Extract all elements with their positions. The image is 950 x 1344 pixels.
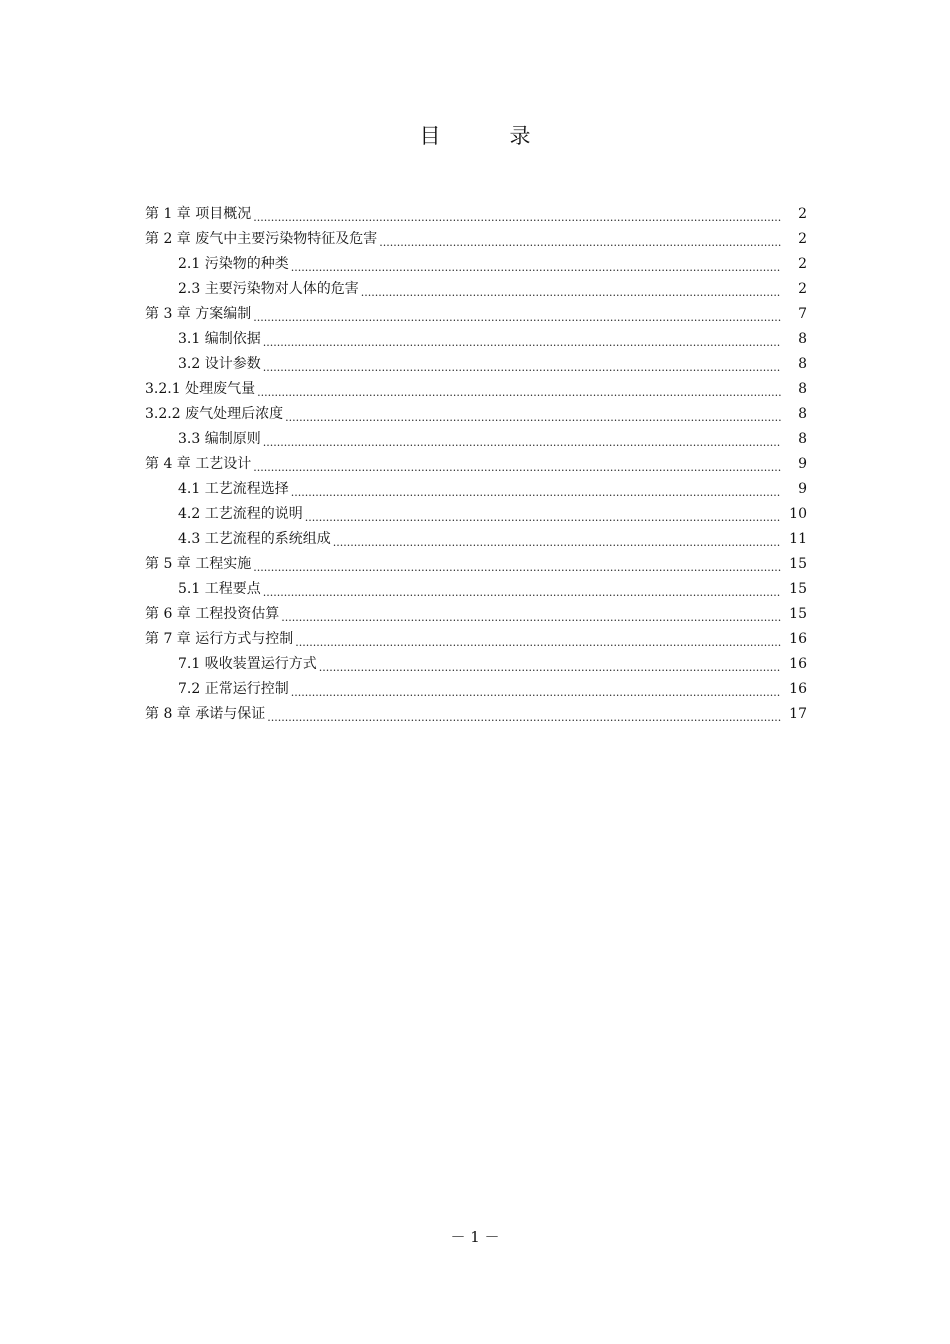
toc-leader-dots: [263, 352, 781, 377]
toc-entry-label: 第 8 章 承诺与保证: [145, 706, 266, 722]
toc-entry-page: 2: [798, 256, 807, 272]
toc-entry[interactable]: [145, 577, 807, 602]
toc-entry-label: 4.3 工艺流程的系统组成: [178, 531, 331, 547]
toc-entry-label: 第 2 章 废气中主要污染物特征及危害: [145, 231, 378, 247]
toc-entry[interactable]: [145, 627, 807, 652]
toc-leader-dots: [361, 277, 781, 302]
toc-leader-dots: [281, 602, 781, 627]
toc-entry[interactable]: [145, 502, 807, 527]
table-of-contents: [145, 202, 807, 727]
toc-entry-page: 9: [798, 456, 807, 472]
toc-entry-page: 8: [798, 381, 807, 397]
toc-entry-page: 15: [789, 556, 807, 572]
toc-entry[interactable]: [145, 527, 807, 552]
toc-entry-page: 10: [789, 506, 807, 522]
toc-entry-page: 8: [798, 331, 807, 347]
toc-entry-page: 7: [798, 306, 807, 322]
toc-entry-label: 2.1 污染物的种类: [178, 256, 289, 272]
toc-entry-page: 11: [789, 531, 807, 547]
toc-entry-label: 第 5 章 工程实施: [145, 556, 252, 572]
toc-leader-dots: [285, 402, 781, 427]
toc-entry-label: 3.2 设计参数: [178, 356, 261, 372]
toc-entry[interactable]: [145, 202, 807, 227]
toc-leader-dots: [263, 427, 781, 452]
toc-entry-label: 3.3 编制原则: [178, 431, 261, 447]
toc-leader-dots: [379, 227, 781, 252]
toc-entry-page: 8: [798, 406, 807, 422]
toc-entry[interactable]: [145, 377, 807, 402]
toc-leader-dots: [267, 702, 781, 727]
toc-entry-page: 2: [798, 206, 807, 222]
toc-entry-page: 16: [789, 631, 807, 647]
toc-entry-label: 4.1 工艺流程选择: [178, 481, 289, 497]
toc-entry-label: 第 1 章 项目概况: [145, 206, 252, 222]
toc-entry[interactable]: [145, 652, 807, 677]
toc-entry-page: 2: [798, 281, 807, 297]
toc-entry-label: 5.1 工程要点: [178, 581, 261, 597]
toc-title: 目 录: [419, 124, 555, 148]
toc-entry[interactable]: [145, 302, 807, 327]
toc-entry[interactable]: [145, 252, 807, 277]
toc-leader-dots: [253, 202, 781, 227]
toc-entry[interactable]: [145, 427, 807, 452]
toc-leader-dots: [253, 452, 781, 477]
toc-entry[interactable]: [145, 452, 807, 477]
toc-entry-page: 15: [789, 581, 807, 597]
toc-entry-label: 第 4 章 工艺设计: [145, 456, 252, 472]
toc-entry-page: 8: [798, 431, 807, 447]
toc-entry-label: 3.2.1 处理废气量: [145, 381, 256, 397]
toc-entry-page: 17: [789, 706, 807, 722]
toc-entry-page: 9: [798, 481, 807, 497]
toc-entry-label: 4.2 工艺流程的说明: [178, 506, 303, 522]
toc-leader-dots: [263, 327, 781, 352]
toc-entry-page: 15: [789, 606, 807, 622]
toc-entry[interactable]: [145, 677, 807, 702]
toc-leader-dots: [253, 302, 781, 327]
toc-entry[interactable]: [145, 352, 807, 377]
toc-entry[interactable]: [145, 327, 807, 352]
toc-entry[interactable]: [145, 552, 807, 577]
toc-entry-page: 16: [789, 656, 807, 672]
toc-entry-page: 8: [798, 356, 807, 372]
toc-leader-dots: [319, 652, 781, 677]
toc-entry[interactable]: [145, 277, 807, 302]
toc-entry-label: 7.1 吸收装置运行方式: [178, 656, 317, 672]
toc-entry-label: 7.2 正常运行控制: [178, 681, 289, 697]
toc-leader-dots: [253, 552, 781, 577]
toc-leader-dots: [291, 677, 781, 702]
toc-entry-label: 3.1 编制依据: [178, 331, 261, 347]
toc-entry[interactable]: [145, 402, 807, 427]
toc-leader-dots: [291, 252, 781, 277]
toc-entry[interactable]: [145, 702, 807, 727]
toc-entry[interactable]: [145, 477, 807, 502]
toc-entry-page: 16: [789, 681, 807, 697]
toc-leader-dots: [333, 527, 781, 552]
toc-entry-label: 2.3 主要污染物对人体的危害: [178, 281, 359, 297]
toc-entry-page: 2: [798, 231, 807, 247]
toc-entry-label: 第 7 章 运行方式与控制: [145, 631, 294, 647]
toc-leader-dots: [257, 377, 781, 402]
toc-leader-dots: [263, 577, 781, 602]
toc-entry-label: 第 6 章 工程投资估算: [145, 606, 280, 622]
toc-entry[interactable]: [145, 602, 807, 627]
toc-entry-label: 3.2.2 废气处理后浓度: [145, 406, 284, 422]
toc-leader-dots: [295, 627, 781, 652]
page-number: － 1 －: [450, 1228, 500, 1246]
toc-leader-dots: [291, 477, 781, 502]
toc-entry-label: 第 3 章 方案编制: [145, 306, 252, 322]
toc-leader-dots: [305, 502, 781, 527]
toc-entry[interactable]: [145, 227, 807, 252]
